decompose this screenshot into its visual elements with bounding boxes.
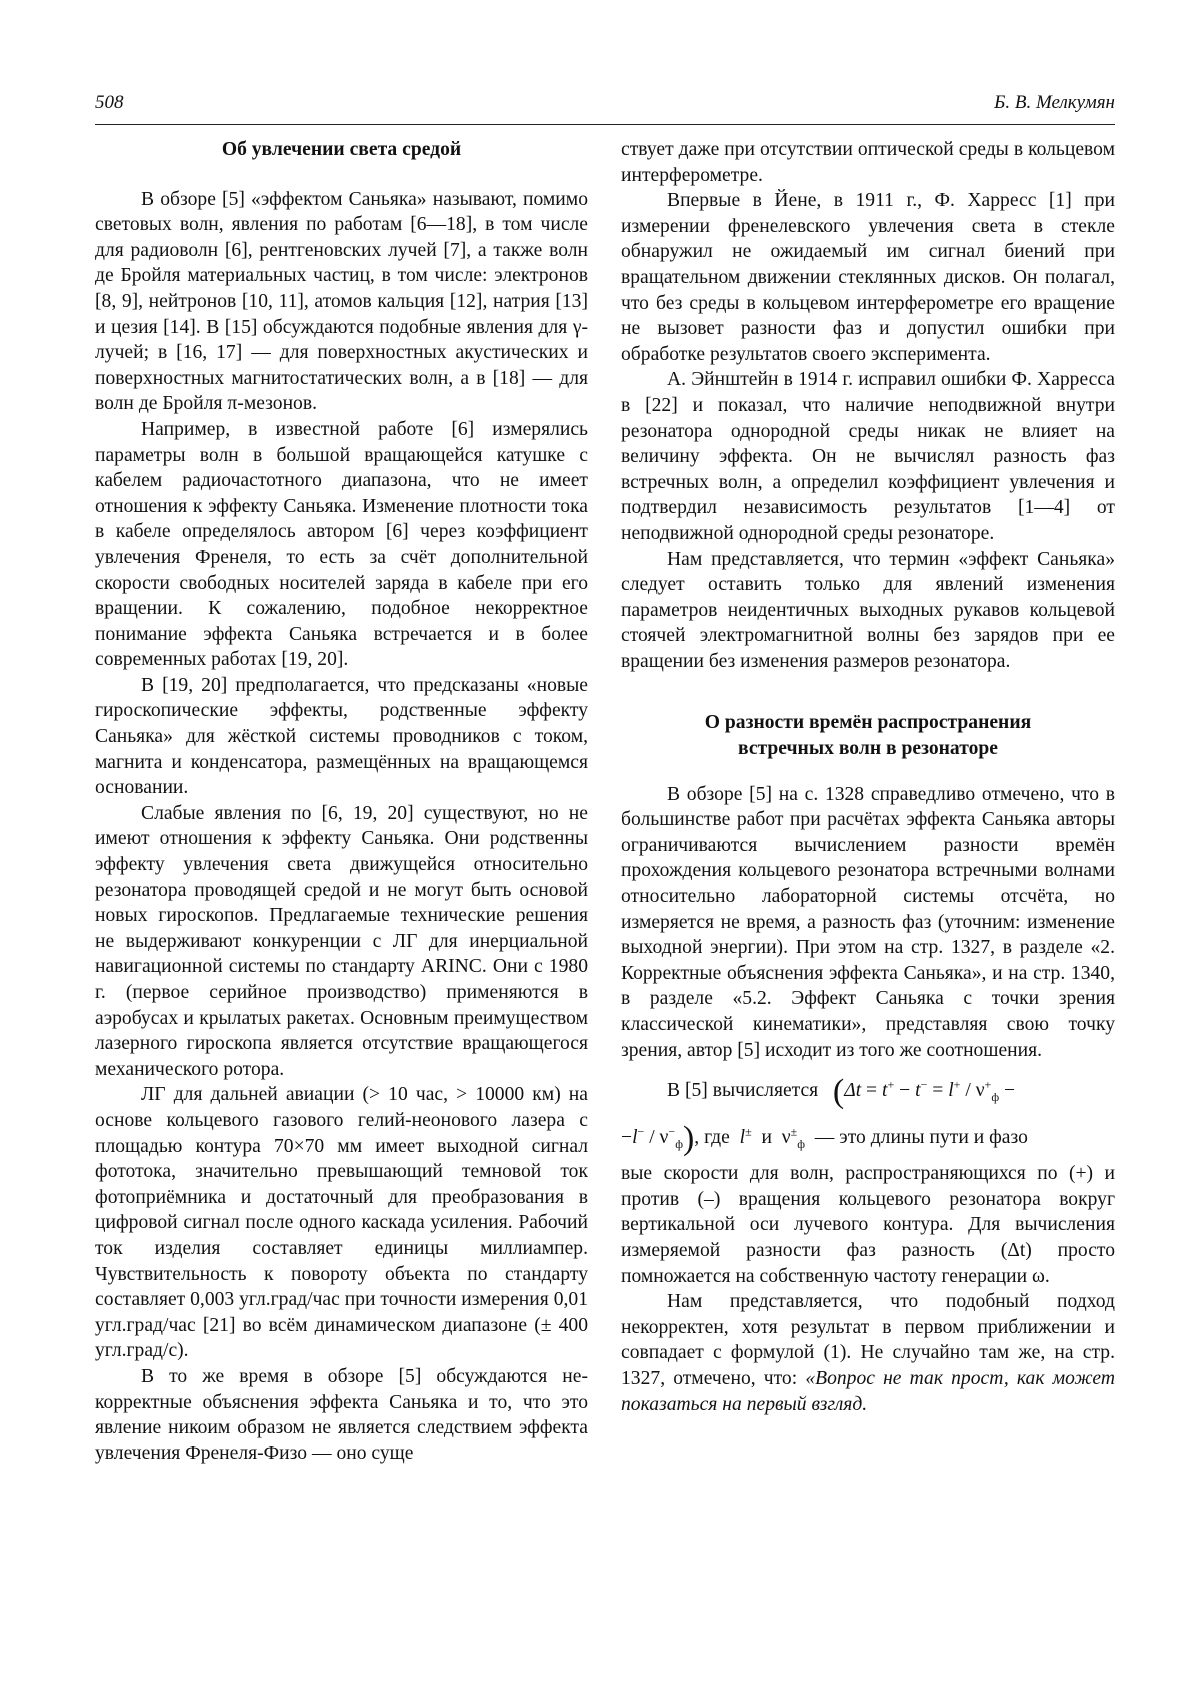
formula-line <box>621 1116 1115 1161</box>
formula-nu: ν <box>781 1127 791 1149</box>
formula-nu: ν <box>659 1127 669 1149</box>
running-head-author: Б. В. Мелкумян <box>994 92 1115 113</box>
paragraph: Слабые явления по [6, 19, 20] существуют, но не имеют отношения к эффекту Саньяка. Они родственны эффекту увлечения света движущейся относительно резонатора проводящей средой и не могут быть основой новых гироскопов. Предлагаемые технические решения не выдерживают конкуренции с ЛГ для инерциальной навигационной системы по стандарту ARINC. Они с 1980 г. (первое серийное производство) применяются в аэробусах и крылатых ракетах. Основным преимуществом лазерного гироскопа является отсутствие вращающегося механического ротора. <box>95 802 588 1080</box>
formula-sup: ± <box>790 1124 798 1139</box>
formula-slash: / <box>644 1127 660 1149</box>
formula-lead: В [5] вычисляется <box>667 1080 819 1102</box>
formula-l: l <box>739 1127 746 1149</box>
right-column <box>621 137 1115 1417</box>
paragraph: В обзоре [5] на с. 1328 справедливо отмечено, что в большинстве работ при расчётах эффекта Саньяка авторы ограничиваются вычислением разности времён прохождения кольцевого резонатора встречными волнами относительно лабораторной системы отсчёта, но измеряется не время, а разность фаз (уточним: изменение выходной энергии). При этом на стр. 1327, в разделе «2. Корректные объяснения эффекта Саньяка», и на стр. 1340, в разделе «5.2. Эффект Саньяка с точки зрения классической кинематики», представляя свою точку зрения, автор [5] исходит из того же соотношения. <box>621 783 1115 1061</box>
paragraph: Нам представляется, что термин «эффект Саньяка» следует оставить только для явлений изменения параметров неидентичных выходных рукавов кольцевой стоячей электромагнитной волны без зарядов при ее вращении без изменения размеров резонатора. <box>621 548 1115 672</box>
formula-and: и <box>761 1127 772 1149</box>
paragraph: Например, в известной работе [6] измерялись параметры волн в большой вращающейся катушке с кабелем радиочастотного диапазона, что не имеет отношения к эффекту Саньяка. Изменение плотности тока в кабеле определялось автором [6] через коэффициент увлечения Френеля, то есть за счёт дополнительной скорости свободных носителей заряда в кабеле при его вращении. К сожалению, подобное некорректное понимание эффекта Саньяка встречается и в более современных работах [19, 20]. <box>95 418 588 671</box>
formula-sub: ф <box>675 1137 683 1152</box>
formula-t: t <box>882 1080 888 1102</box>
formula-nu: ν <box>975 1080 985 1102</box>
formula-where: , где <box>694 1127 730 1149</box>
formula-close-paren: ) <box>682 1120 695 1158</box>
formula-sup: + <box>887 1077 895 1092</box>
formula-sup: − <box>637 1124 645 1139</box>
paragraph <box>621 1289 1115 1417</box>
formula-line <box>621 1069 1115 1114</box>
formula-minus: − <box>621 1127 633 1149</box>
formula-t: t <box>915 1080 921 1102</box>
formula-delta-t: Δt <box>844 1080 862 1102</box>
section-title-fresnel-drag: Об увлечении света средой <box>221 139 462 160</box>
formula-sub: ф <box>991 1090 1000 1105</box>
formula-sub: ф <box>797 1137 805 1152</box>
formula-tail: — это длины пути и фазо <box>814 1127 1028 1149</box>
formula-minus: − <box>999 1080 1016 1102</box>
formula-slash: / <box>960 1080 976 1102</box>
paragraph: Впервые в Йене, в 1911 г., Ф. Харресс [1] при измерении френелевского увлечения света в стекле обнаружил не ожидаемый им сигнал биений при вращательном движении стеклянных дисков. Он полагал, что без среды в кольцевом интерферометре его вращение не вызовет разности фаз и допустил ошибки при обработке результатов своего эксперимента. <box>621 190 1115 365</box>
formula-sup: ± <box>745 1124 752 1139</box>
left-column <box>95 137 588 1466</box>
paragraph: ЛГ для дальней авиации (> 10 час, > 10000 км) на основе кольцевого газового гелий-неонового лазера с площадью контура 70×70 мм имеет выходной сигнал фототока, значительно превышающий темновой ток фотоприёмника и достаточный для преобразования в цифровой сигнал после одного каскада усиления. Рабочий ток изделия составляет единицы миллиампер. Чувствительность к повороту объекта по стандарту составляет 0,003 угл.град/час при точности измерения 0,01 угл.град/час [21] во всём динамическом диапазоне (± 400 угл.град/с). <box>95 1084 588 1362</box>
section-title-time-difference <box>621 710 1115 761</box>
formula-sup: + <box>984 1077 992 1092</box>
paragraph: В [19, 20] предполагается, что предсказаны «новые гироскопические эффекты, родственные эффекту Саньяка» для жёсткой системы проводников с током, магнита и конденсатора, размещённых на вращающемся основании. <box>95 674 588 799</box>
formula-sup: + <box>953 1077 961 1092</box>
section-title-line: О разности времён распространения <box>704 712 1032 734</box>
paragraph: В обзоре [5] «эффектом Саньяка» называют, помимо световых волн, явления по работам [6—18], в том числе для радиоволн [6], рентгеновских лучей [7], а также волн де Бройля материальных частиц, в том числе: электронов [8, 9], нейтронов [10, 11], атомов кальция [12], натрия [13] и цезия [14]. В [15] обсуждаются подобные явления для γ-лучей; в [16, 17] — для поверхностных акустических и поверхностных магнитостатических волн, а в [18] — для волн де Бройля π-мезонов. <box>95 188 588 415</box>
paragraph: А. Эйнштейн в 1914 г. исправил ошибки Ф. Харресса в [22] и показал, что наличие неподвижной внутри резонатора однородной среды никак не влияет на величину эффекта. Он не вычислял разность фаз встречных волн, а определил коэффициент увлечения и подтвердил независимость результатов [1—4] от неподвижной однородной среды резонаторе. <box>621 369 1115 544</box>
paragraph-continuation: ствует даже при отсутствии оптической среды в кольцевом интерферометре. <box>621 139 1115 186</box>
header-rule <box>95 124 1115 125</box>
formula-minus: − <box>894 1080 916 1102</box>
formula-l: l <box>948 1080 954 1102</box>
paragraph: В то же время в обзоре [5] обсуждаются некорректные объяснения эффекта Саньяка и то, что это явление никоим образом не является следствием эффекта увлечения Френеля-Физо — оно суще <box>95 1365 588 1464</box>
formula-eq: = <box>861 1080 883 1102</box>
formula-eq: = <box>927 1080 949 1102</box>
paragraph-text: Нам представляется, что подобный подход некорректен, хотя результат в первом приближении и совпадает с формулой (1). Не случайно там же, на стр. 1327, отмечено, что: <box>621 1291 1115 1389</box>
paragraph-continuation: вые скорости для волн, распространяющихся по (+) и против (–) вращения кольцевого резонатора вокруг вертикальной оси лучевого контура. Для вычисления измеряемой разности фаз разность (Δt) просто помножается на собственную частоту генерации ω. <box>621 1163 1115 1287</box>
formula-open-paren: ( <box>832 1073 845 1111</box>
formula-sup: − <box>920 1077 928 1092</box>
page-number: 508 <box>95 92 124 113</box>
formula-sup: − <box>668 1124 676 1139</box>
italic-quote: «Вопрос не так прост, как может показаться на первый взгляд. <box>621 1367 1115 1415</box>
section-title-line: встречных волн в резонаторе <box>738 738 998 760</box>
formula-l: l <box>632 1127 638 1149</box>
running-head <box>95 92 1115 116</box>
